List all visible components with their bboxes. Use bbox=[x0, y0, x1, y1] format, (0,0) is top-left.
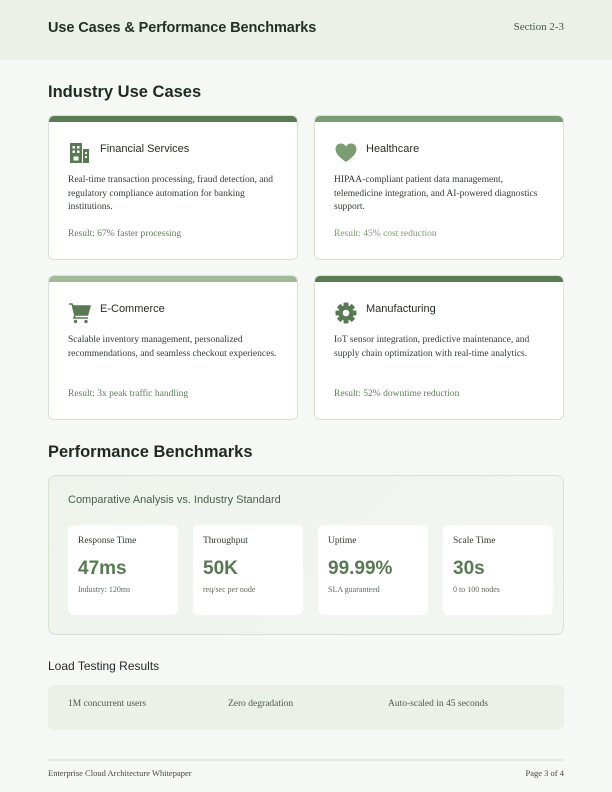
card-result: Result: 45% cost reduction bbox=[334, 229, 437, 239]
page-header bbox=[0, 0, 612, 60]
heart-icon bbox=[334, 141, 358, 165]
load-testing-panel bbox=[48, 685, 564, 730]
load-result-autoscale: Auto-scaled in 45 seconds bbox=[388, 699, 488, 709]
footer-document-title: Enterprise Cloud Architecture Whitepaper bbox=[48, 768, 192, 778]
use-case-card-financial bbox=[48, 115, 298, 260]
metric-note: Industry: 120ms bbox=[78, 585, 131, 594]
card-accent-bar bbox=[315, 116, 563, 122]
metric-note: req/sec per node bbox=[203, 585, 256, 594]
card-accent-bar bbox=[315, 276, 563, 282]
benchmarks-heading: Performance Benchmarks bbox=[48, 443, 253, 461]
gear-icon bbox=[334, 301, 358, 325]
card-accent-bar bbox=[49, 116, 297, 122]
card-description: HIPAA-compliant patient data management, telemedicine integration, and AI-powered diagnostics support. bbox=[334, 175, 538, 212]
use-case-card-ecommerce bbox=[48, 275, 298, 420]
metric-note: SLA guaranteed bbox=[328, 585, 380, 594]
load-testing-heading: Load Testing Results bbox=[48, 659, 160, 673]
metric-label: Response Time bbox=[78, 536, 137, 546]
card-title: E-Commerce bbox=[100, 303, 165, 315]
card-title: Manufacturing bbox=[366, 303, 436, 315]
shopping-cart-icon bbox=[68, 301, 92, 325]
card-description: IoT sensor integration, predictive maintenance, and supply chain optimization with real-time analytics. bbox=[334, 335, 530, 359]
use-case-card-healthcare bbox=[314, 115, 564, 260]
section-label: Section 2-3 bbox=[513, 21, 564, 33]
use-case-card-manufacturing bbox=[314, 275, 564, 420]
card-result: Result: 3x peak traffic handling bbox=[68, 389, 189, 399]
use-cases-heading: Industry Use Cases bbox=[48, 83, 202, 101]
page-title: Use Cases & Performance Benchmarks bbox=[48, 20, 317, 36]
metric-value: 50K bbox=[203, 558, 238, 579]
metric-value: 30s bbox=[453, 558, 485, 579]
building-icon bbox=[68, 141, 92, 165]
load-result-degradation: Zero degradation bbox=[228, 699, 294, 709]
metric-uptime bbox=[318, 525, 428, 615]
card-description: Real-time transaction processing, fraud detection, and regulatory compliance automation for banking institutions. bbox=[68, 175, 273, 212]
metric-label: Uptime bbox=[328, 536, 357, 546]
card-description: Scalable inventory management, personalized recommendations, and seamless checkout experiences. bbox=[68, 335, 277, 359]
metric-response-time bbox=[68, 525, 178, 615]
card-accent-bar bbox=[49, 276, 297, 282]
benchmarks-subheading: Comparative Analysis vs. Industry Standard bbox=[68, 494, 281, 506]
benchmarks-panel bbox=[48, 475, 564, 635]
card-title: Healthcare bbox=[366, 143, 420, 155]
page-number: Page 3 of 4 bbox=[525, 768, 564, 778]
metric-value: 47ms bbox=[78, 558, 127, 579]
footer-divider bbox=[48, 759, 564, 761]
load-result-users: 1M concurrent users bbox=[68, 699, 147, 709]
metric-label: Scale Time bbox=[453, 536, 496, 546]
metric-label: Throughput bbox=[203, 536, 248, 546]
card-result: Result: 67% faster processing bbox=[68, 229, 182, 239]
metric-throughput bbox=[193, 525, 303, 615]
card-title: Financial Services bbox=[100, 143, 190, 155]
card-result: Result: 52% downtime reduction bbox=[334, 389, 460, 399]
metric-value: 99.99% bbox=[328, 558, 393, 579]
metric-note: 0 to 100 nodes bbox=[453, 585, 500, 594]
metric-scale-time bbox=[443, 525, 553, 615]
